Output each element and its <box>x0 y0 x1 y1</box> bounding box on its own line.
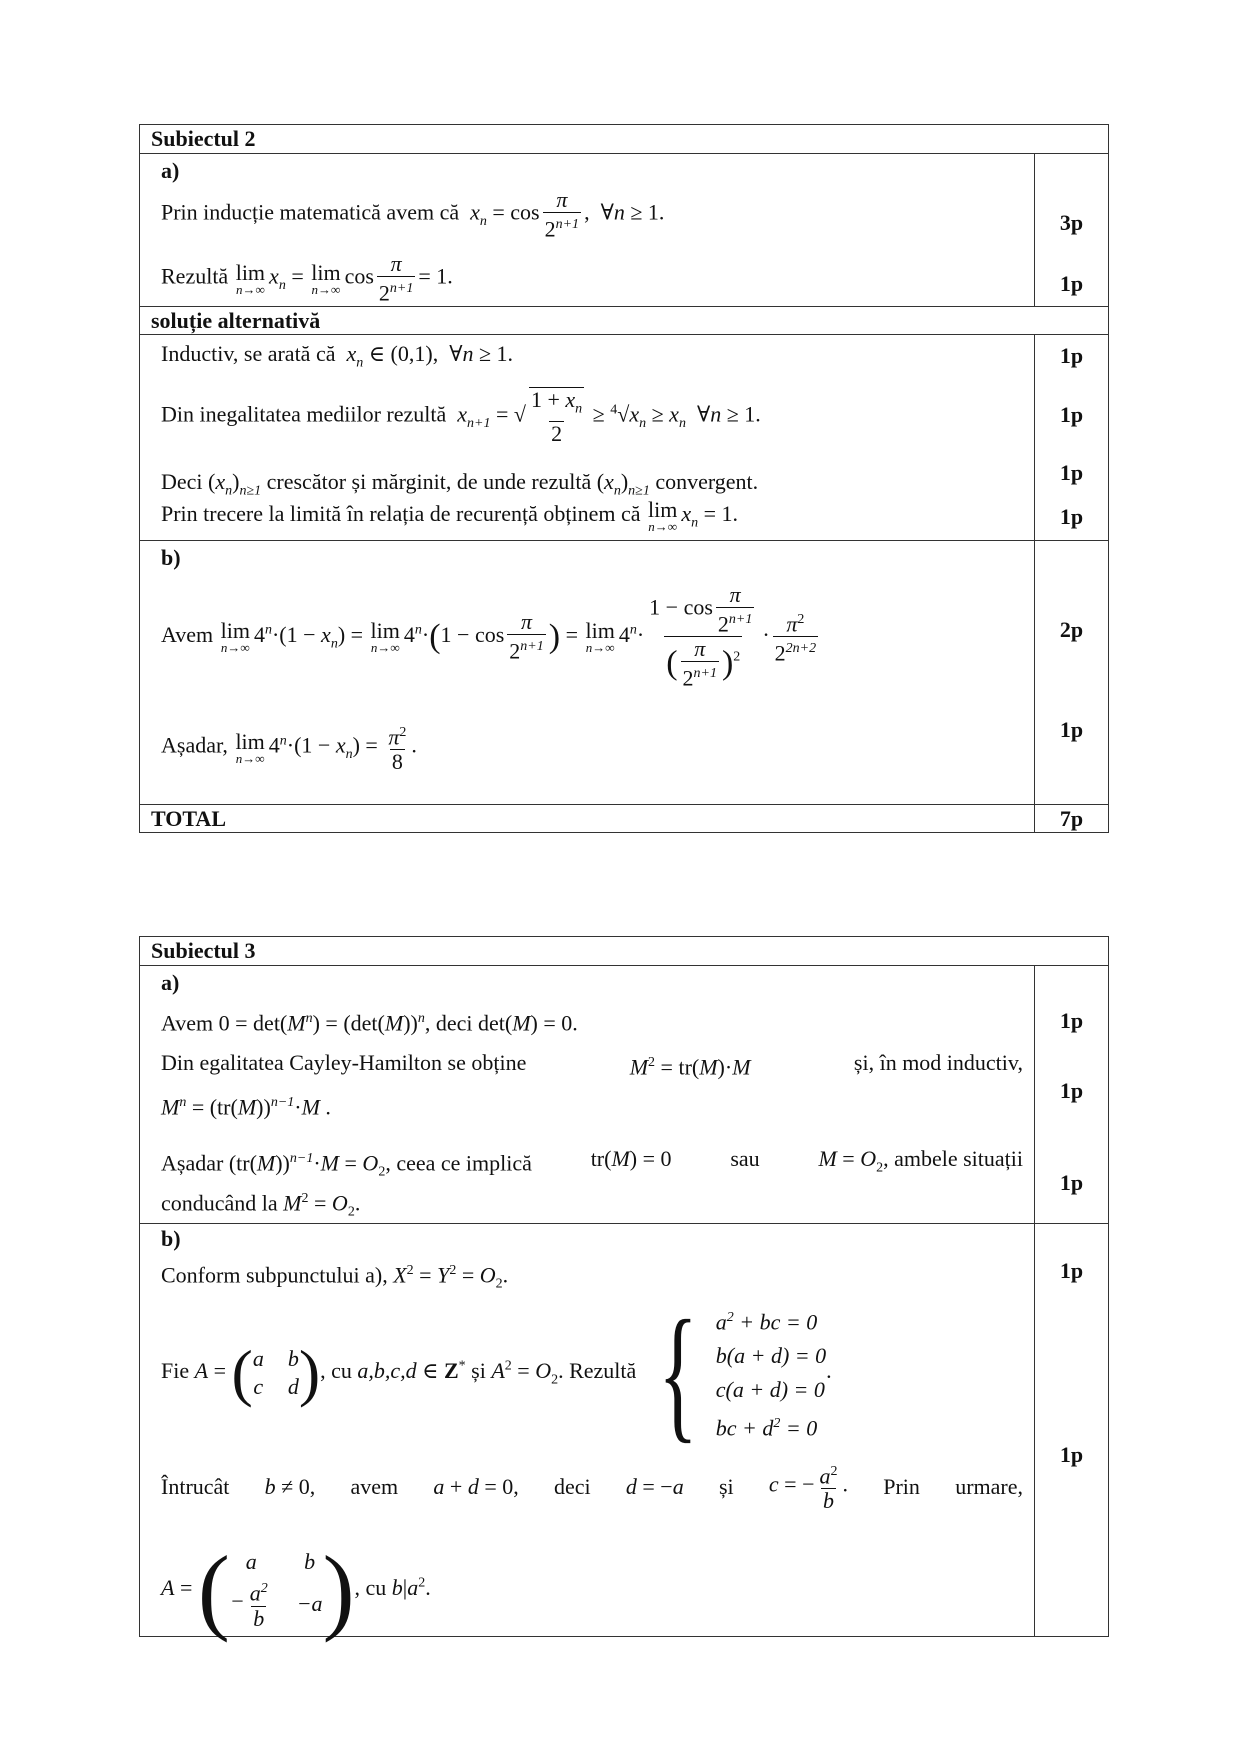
part-a-label: a) <box>161 970 180 995</box>
points: 1p <box>1059 1442 1084 1467</box>
alternative-solution-title: soluție alternativă <box>140 306 1108 334</box>
s3-a-line-5: conducând la $M^2 = O_2$. <box>161 1190 361 1220</box>
part-b-label: b) <box>161 1226 181 1251</box>
s3-b-line-3: Întrucât b ≠ 0, avem a + d = 0, deci d = −a și c = − $\frac{a^2}{b}$ . Prin urmare, <box>161 1463 1023 1514</box>
s3-a-line-2: Din egalitatea Cayley-Hamilton se obține $M^2 = tr(M)\cdot M$ și, în mod inductiv, <box>161 1050 1023 1080</box>
s3-b-line-4: A = ( a b − $\frac{a^2}{b}$ −a ) , cu $b|a^2$. <box>161 1536 431 1643</box>
s3-b-line-2: Fie A = ( a b c d ) , cu a,b,c,d ∈ Z* și $A^2 = O_2$. Rezultă { $a^2$ + bc = 0 b(a + d) = 0 c(a + d) = 0 bc + $d^2 = 0$ . <box>161 1290 832 1456</box>
subject-2-table <box>139 124 1109 833</box>
subject-3-title: Subiectul 3 <box>151 938 256 963</box>
alternative-solution <box>140 334 1108 540</box>
points: 1p <box>1059 717 1084 742</box>
s3-a-line-1: Avem $0 = \det(M^n) = (\det(M))^n$, deci det(M) = 0. <box>161 1010 578 1036</box>
points: 1p <box>1059 1078 1084 1103</box>
s3-a-line-4: Așadar $(tr(M))^{n-1}\cdot M = O_2$, ceea ce implică tr(M) = 0 sau $M = O_2$, ambele situații <box>161 1146 1023 1180</box>
subject-2-part-a <box>140 153 1108 306</box>
points: 3p <box>1059 210 1084 235</box>
alt-line-4: Prin trecere la limită în relația de recurență obținem că lim n→∞ $x_n = 1$. <box>161 497 739 534</box>
s2-b-line-1: Avem lim n→∞ $4^n\cdot(1 - x_n)$ = lim n→∞ $4^n\cdot(1 - \cos$ $\frac{\pi}{2^{n+1}}$ ) = lim n→∞ $4^n\cdot$ 1 − cos $\frac{\pi}{2^{n+1}}$ ( $\frac{\pi}{2^{n+1}}$ )$^2$ · $\frac{\pi^2}{2^{2n+2}}$ <box>161 582 817 691</box>
points: 1p <box>1059 402 1084 427</box>
part-a-label: a) <box>161 158 180 183</box>
alt-line-2: Din inegalitatea mediilor rezultă $x_{n+1}$ = √ $\frac{1 + x_n}{2}$ ≥ $^4√x_n \ge x_n$ ∀n ≥ 1. <box>161 387 761 447</box>
points: 1p <box>1059 504 1084 529</box>
points: 1p <box>1059 1008 1084 1033</box>
points: 1p <box>1059 1170 1084 1195</box>
s2-b-line-2: Așadar, lim n→∞ $4^n\cdot(1 - x_n)$ = $\frac{\pi^2}{8}$ . <box>161 724 417 775</box>
points: 2p <box>1059 617 1084 642</box>
s2-a-line-2: Rezultă lim n→∞ $x_n$ = lim n→∞ cos $\frac{\pi}{2^{n+1}}$ = 1. <box>161 251 453 306</box>
subject-2-part-b <box>140 540 1108 804</box>
part-b-label: b) <box>161 545 181 570</box>
points: 1p <box>1059 343 1084 368</box>
alt-line-1: Inductiv, se arată că $x_n$ ∈ (0,1), ∀n ≥ 1. <box>161 341 514 371</box>
total-points: 7p <box>1059 806 1084 831</box>
subject-3-part-a <box>140 965 1108 1223</box>
alt-line-3: Deci $(x_n)_{n\ge 1}$ crescător și mărginit, de unde rezultă $(x_n)_{n\ge 1}$ convergent. <box>161 469 759 499</box>
subject-3-table <box>139 936 1109 1643</box>
subject-3-part-b <box>140 1223 1108 1643</box>
s3-a-line-3: $M^n = (tr(M))^{n-1}\cdot M$ . <box>161 1094 331 1120</box>
points: 1p <box>1059 271 1084 296</box>
total-label: TOTAL <box>140 805 1035 832</box>
points: 1p <box>1059 1258 1084 1283</box>
points: 1p <box>1059 460 1084 485</box>
subject-2-title: Subiectul 2 <box>151 126 256 151</box>
total-row <box>140 804 1108 832</box>
s2-a-line-1: Prin inducție matematică avem că $x_n = \cos$ $\frac{\pi}{2^{n+1}}$ , ∀n ≥ 1. <box>161 187 665 242</box>
s3-b-line-1: Conform subpunctului a), $X^2 = Y^2 = O_2$. <box>161 1262 509 1292</box>
